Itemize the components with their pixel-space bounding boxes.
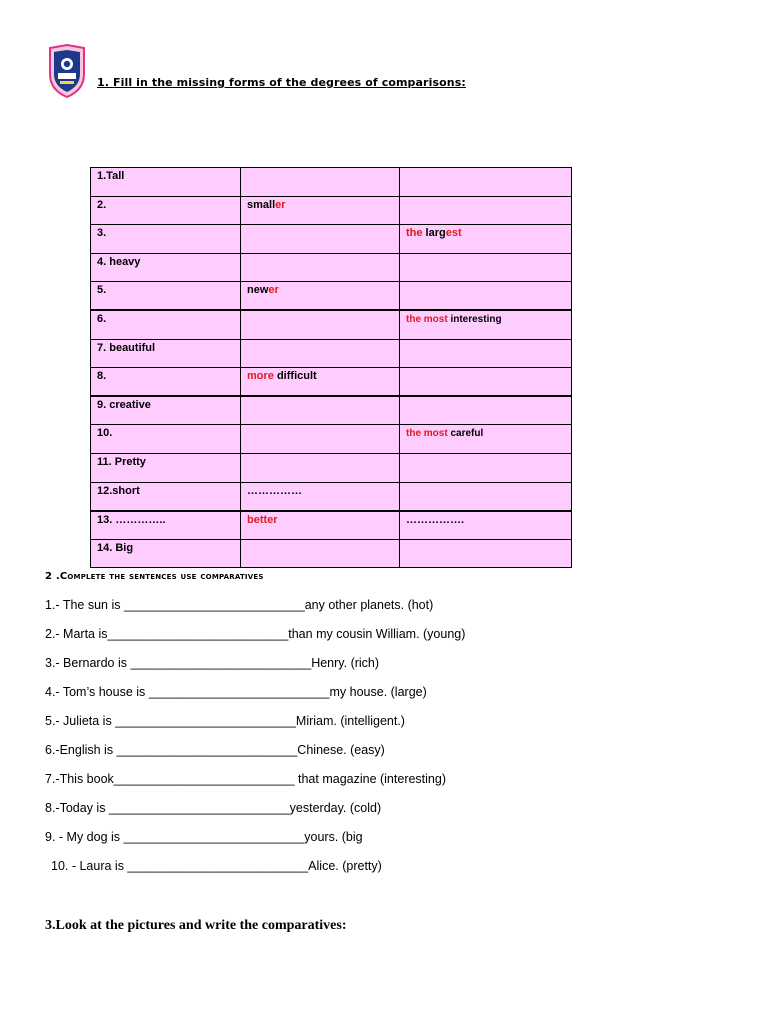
- comparative-form-cell[interactable]: [241, 368, 400, 397]
- superlative-form-cell[interactable]: [400, 396, 572, 425]
- cell-text-segment: the: [406, 227, 423, 240]
- positive-form-cell: 1.Tall: [91, 168, 241, 197]
- sentence-item: 1.- The sun is __________________________any other planets. (hot): [45, 598, 434, 612]
- positive-form-cell: 10.: [91, 425, 241, 454]
- positive-form-cell: 3.: [91, 225, 241, 254]
- comparative-form-cell[interactable]: [241, 253, 400, 282]
- comparative-form-cell[interactable]: [241, 396, 400, 425]
- positive-form-cell: 5.: [91, 282, 241, 311]
- sentence-item: 10. - Laura is __________________________Alice. (pretty): [51, 859, 382, 873]
- sentence-item: 6.-English is __________________________Chinese. (easy): [45, 743, 385, 757]
- superlative-form-cell[interactable]: [400, 310, 572, 339]
- positive-form-cell: 6.: [91, 310, 241, 339]
- superlative-form-cell[interactable]: [400, 225, 572, 254]
- positive-form-cell: 9. creative: [91, 396, 241, 425]
- comparative-form-cell[interactable]: [241, 168, 400, 197]
- comparative-form-cell[interactable]: [241, 539, 400, 568]
- cell-text-segment: the most: [406, 314, 448, 326]
- cell-text-segment: new: [247, 284, 269, 297]
- comparative-form-cell[interactable]: [241, 482, 400, 511]
- cell-text-segment: difficult: [273, 370, 317, 383]
- sentence-item: 2.- Marta is__________________________than my cousin William. (young): [45, 627, 466, 641]
- table-row: [91, 396, 572, 425]
- table-row: [91, 282, 572, 311]
- table-row: [91, 368, 572, 397]
- superlative-form-cell[interactable]: [400, 453, 572, 482]
- comparative-form-cell[interactable]: [241, 453, 400, 482]
- degrees-of-comparison-table: [90, 167, 572, 568]
- positive-form-cell: 14. Big: [91, 539, 241, 568]
- school-crest-logo: [46, 44, 88, 98]
- superlative-form-cell[interactable]: [400, 253, 572, 282]
- sentence-item: 8.-Today is __________________________yesterday. (cold): [45, 801, 382, 815]
- table-row: [91, 168, 572, 197]
- sentence-item: 9. - My dog is __________________________yours. (big: [45, 830, 363, 844]
- comparative-form-cell[interactable]: [241, 425, 400, 454]
- positive-form-cell: 2.: [91, 196, 241, 225]
- positive-form-cell: 4. heavy: [91, 253, 241, 282]
- positive-form-cell: 7. beautiful: [91, 339, 241, 368]
- cell-text-segment: ……………: [247, 484, 302, 497]
- superlative-form-cell[interactable]: [400, 482, 572, 511]
- positive-form-cell: 8.: [91, 368, 241, 397]
- comparative-form-cell[interactable]: [241, 310, 400, 339]
- comparative-form-cell[interactable]: [241, 196, 400, 225]
- superlative-form-cell[interactable]: [400, 368, 572, 397]
- table-row: [91, 511, 572, 540]
- superlative-form-cell[interactable]: [400, 539, 572, 568]
- cell-text-segment: larg: [422, 227, 446, 240]
- superlative-form-cell[interactable]: [400, 511, 572, 540]
- cell-text-segment: est: [445, 227, 462, 240]
- cell-text-segment: small: [247, 198, 276, 211]
- cell-text-segment: er: [268, 284, 279, 297]
- table-row: [91, 253, 572, 282]
- table-row: [91, 310, 572, 339]
- table-row: [91, 339, 572, 368]
- superlative-form-cell[interactable]: [400, 282, 572, 311]
- exercise-3-heading: 3.Look at the pictures and write the comparatives:: [45, 918, 347, 933]
- superlative-form-cell[interactable]: [400, 168, 572, 197]
- superlative-form-cell[interactable]: [400, 339, 572, 368]
- cell-text-segment: the most: [406, 428, 448, 440]
- table-row: [91, 225, 572, 254]
- sentence-item: 7.-This book__________________________ that magazine (interesting): [45, 772, 446, 786]
- sentence-item: 5.- Julieta is __________________________Miriam. (intelligent.): [45, 714, 405, 728]
- sentence-list: [45, 596, 465, 886]
- cell-text-segment: better: [247, 513, 278, 526]
- comparative-form-cell[interactable]: [241, 282, 400, 311]
- exercise-2-heading: 2 .Complete the sentences use comparatives: [45, 571, 264, 582]
- sentence-item: 4.- Tom’s house is __________________________my house. (large): [45, 685, 427, 699]
- table-row: [91, 539, 572, 568]
- positive-form-cell: 11. Pretty: [91, 453, 241, 482]
- table-row: [91, 482, 572, 511]
- cell-text-segment: interesting: [447, 314, 502, 326]
- positive-form-cell: 12.short: [91, 482, 241, 511]
- table-row: [91, 196, 572, 225]
- superlative-form-cell[interactable]: [400, 425, 572, 454]
- exercise-1-heading: 1. Fill in the missing forms of the degrees of comparisons:: [97, 76, 466, 89]
- superlative-form-cell[interactable]: [400, 196, 572, 225]
- sentence-item: 3.- Bernardo is __________________________Henry. (rich): [45, 656, 380, 670]
- cell-text-segment: careful: [447, 428, 484, 440]
- comparative-form-cell[interactable]: [241, 225, 400, 254]
- comparative-form-cell[interactable]: [241, 339, 400, 368]
- table-row: [91, 453, 572, 482]
- comparative-form-cell[interactable]: [241, 511, 400, 540]
- positive-form-cell: 13. …………..: [91, 511, 241, 540]
- cell-text-segment: more: [247, 370, 274, 383]
- table-row: [91, 425, 572, 454]
- cell-text-segment: …………….: [406, 513, 465, 526]
- cell-text-segment: er: [275, 198, 286, 211]
